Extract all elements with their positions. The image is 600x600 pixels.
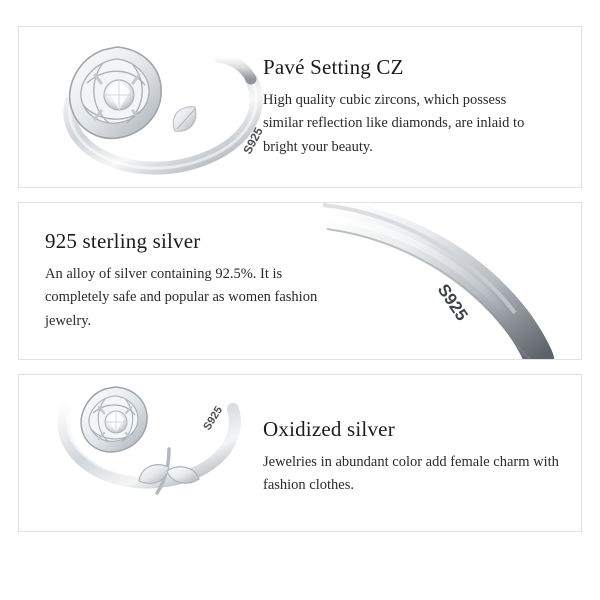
panel-body: An alloy of silver containing 92.5%. It is completely safe and popular as women fashion jewelry.	[45, 266, 318, 329]
ring-image-pave-setting-cz	[19, 27, 289, 187]
panel-heading: Oxidized silver	[263, 417, 395, 441]
ring-band-closeup-with-s925-stamp-icon	[311, 203, 581, 359]
ring-image-oxidized-silver	[19, 375, 289, 531]
rose-flower-ring-with-cz-stone-icon	[19, 27, 289, 187]
ring-image-sterling-silver	[311, 203, 581, 359]
engraving-text: S925	[433, 280, 472, 325]
panel-heading: 925 sterling silver	[45, 229, 201, 253]
feature-panel-pave-setting-cz	[18, 26, 582, 188]
rose-leaf-ring-full-view-icon	[19, 375, 289, 531]
feature-text-oxidized-silver	[263, 417, 563, 498]
feature-text-sterling-silver	[45, 229, 345, 333]
engraving-text: S925	[201, 404, 226, 433]
engraving-text: S925	[240, 125, 266, 157]
panel-body: High quality cubic zircons, which possess similar reflection like diamonds, are inlaid to bright your beauty.	[263, 92, 525, 155]
panel-body: Jewelries in abundant color add female charm with fashion clothes.	[263, 454, 559, 494]
feature-text-pave-setting-cz	[253, 55, 565, 159]
feature-panel-sterling-silver	[18, 202, 582, 360]
feature-panel-oxidized-silver	[18, 374, 582, 532]
panel-heading: Pavé Setting CZ	[263, 55, 404, 79]
